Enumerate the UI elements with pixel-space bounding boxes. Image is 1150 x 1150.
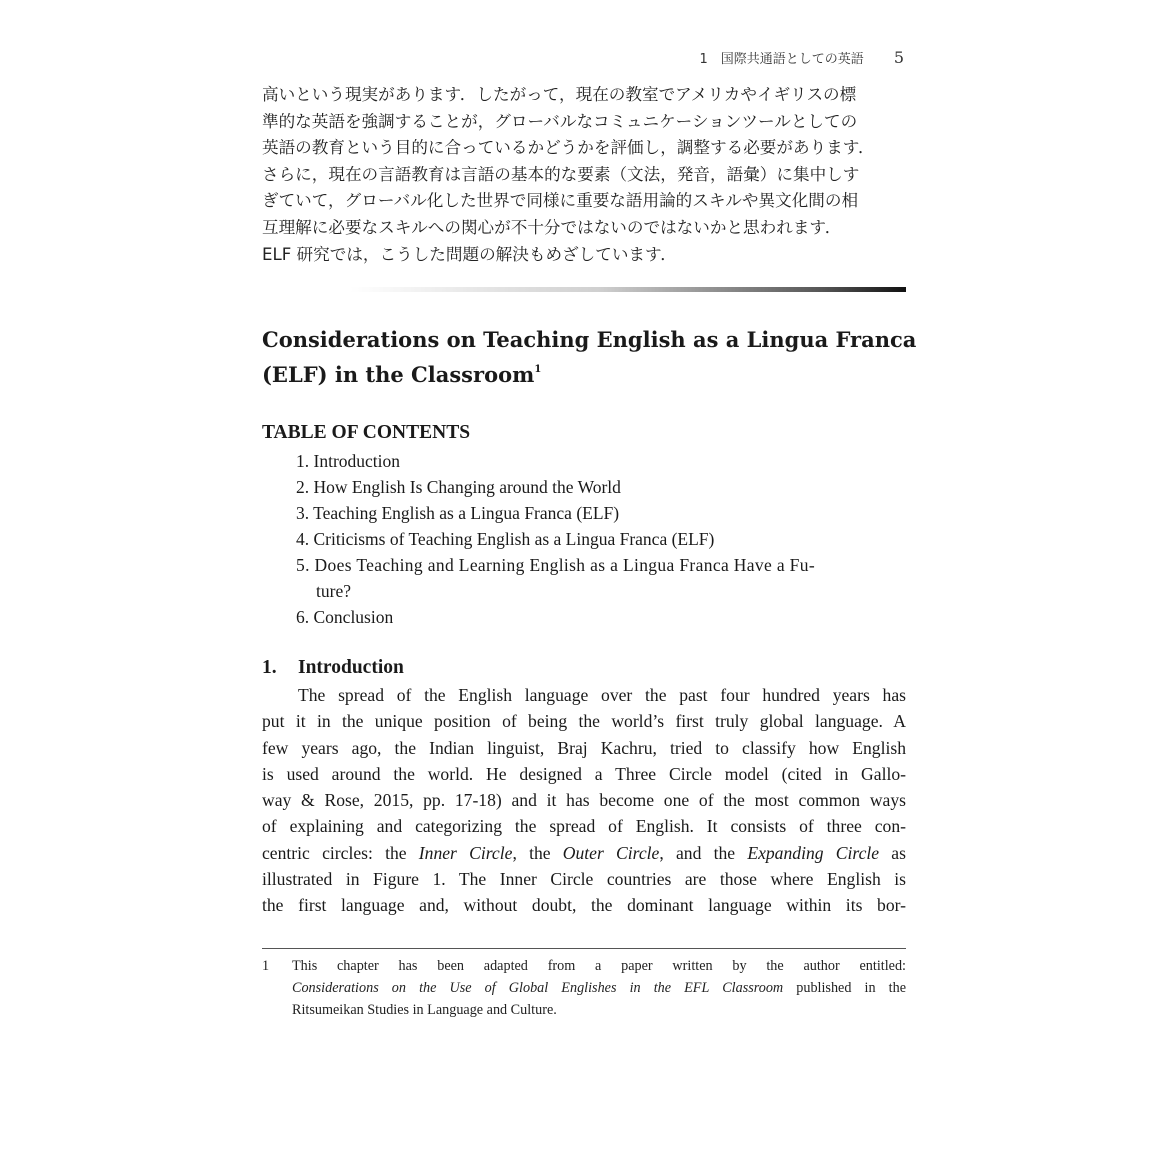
- table-of-contents: [296, 448, 906, 630]
- toc-item-continuation: [296, 578, 906, 604]
- term-outer-circle: Outer Circle: [562, 842, 660, 863]
- chapter-title-line-2-text: (ELF) in the Classroom: [262, 362, 535, 387]
- body-line: The spread of the English language over the past four hundred years has: [298, 685, 906, 705]
- footnote-separator: [262, 948, 906, 949]
- toc-item[interactable]: 1. Introduction: [296, 451, 401, 471]
- toc-item-continuation-text: ture?: [316, 581, 351, 601]
- footnote: [262, 955, 906, 1021]
- body-text-run: centric circles: the: [262, 842, 419, 863]
- toc-item[interactable]: 3. Teaching English as a Lingua Franca (ELF): [296, 503, 620, 523]
- body-line: few years ago, the Indian linguist, Braj Kachru, tried to classify how English: [262, 737, 906, 758]
- body-text-run: , the: [512, 842, 563, 863]
- page-number: 5: [893, 48, 904, 67]
- jp-line: さらに，現在の言語教育は言語の基本的な要素（文法，発音，語彙）に集中しす: [262, 164, 860, 184]
- body-text-run: as: [879, 842, 906, 863]
- footnote-number: 1: [262, 958, 270, 974]
- jp-line: 英語の教育という目的に合っているかどうかを評価し，調整する必要があります．: [262, 138, 875, 158]
- toc-heading: TABLE OF CONTENTS: [262, 422, 471, 443]
- body-line: put it in the unique position of being the world’s first truly global language. A: [262, 711, 906, 732]
- toc-item[interactable]: 5. Does Teaching and Learning English as a Lingua Franca Have a Fu-: [296, 555, 816, 575]
- body-line: illustrated in Figure 1. The Inner Circle countries are those where English is: [262, 869, 906, 890]
- toc-item[interactable]: 6. Conclusion: [296, 607, 394, 627]
- body-line: the first language and, without doubt, the dominant language within its bor-: [262, 895, 906, 916]
- body-line: is used around the world. He designed a Three Circle model (cited in Gallo-: [262, 763, 906, 784]
- body-line: of explaining and categorizing the spread of English. It consists of three con-: [262, 816, 906, 837]
- body-paragraph: [262, 682, 906, 919]
- footnote-text: [292, 955, 906, 1021]
- chapter-title: [262, 325, 922, 390]
- running-head-chapter: 1 国際共通語としての英語: [699, 52, 864, 67]
- section-number: 1.: [262, 657, 277, 678]
- jp-line: ぎていて，グローバル化した世界で同様に重要な語用論的スキルや異文化間の相: [262, 191, 859, 211]
- jp-line: 高いという現実があります．したがって，現在の教室でアメリカやイギリスの標: [262, 85, 857, 104]
- toc-item[interactable]: 4. Criticisms of Teaching English as a Lingua Franca (ELF): [296, 529, 715, 549]
- japanese-paragraph: [262, 82, 906, 268]
- footnote-marker[interactable]: 1: [534, 364, 542, 375]
- section-title: Introduction: [298, 657, 404, 678]
- jp-line: 準的な英語を強調することが，グローバルなコミュニケーションツールとしての: [262, 111, 858, 131]
- body-text-run: , and the: [659, 842, 748, 863]
- jp-line: 互理解に必要なスキルへの関心が不十分ではないのではないかと思われます．: [262, 217, 842, 237]
- running-head: [600, 48, 904, 67]
- toc-item[interactable]: 2. How English Is Changing around the World: [296, 477, 621, 497]
- footnote-line: [292, 977, 906, 999]
- body-line: [262, 840, 906, 866]
- term-expanding-circle: Expanding Circle: [747, 842, 880, 863]
- footnote-line: Ritsumeikan Studies in Language and Culture.: [292, 1002, 557, 1018]
- section-heading: [262, 657, 404, 679]
- chapter-title-line-2: [262, 355, 922, 390]
- body-line: way & Rose, 2015, pp. 17-18) and it has become one of the most common ways: [262, 790, 906, 811]
- decorative-divider: [350, 287, 906, 292]
- footnote-text-run: published in the: [783, 980, 906, 996]
- jp-line: ELF 研究では，こうした問題の解決もめざしています．: [262, 244, 677, 264]
- cited-paper-title: Considerations on the Use of Global Englishes in the EFL Classroom: [292, 980, 784, 996]
- chapter-title-line-1: Considerations on Teaching English as a Lingua Franca: [262, 327, 917, 352]
- footnote-line: This chapter has been adapted from a paper written by the author entitled:: [292, 958, 906, 974]
- term-inner-circle: Inner Circle: [418, 842, 513, 863]
